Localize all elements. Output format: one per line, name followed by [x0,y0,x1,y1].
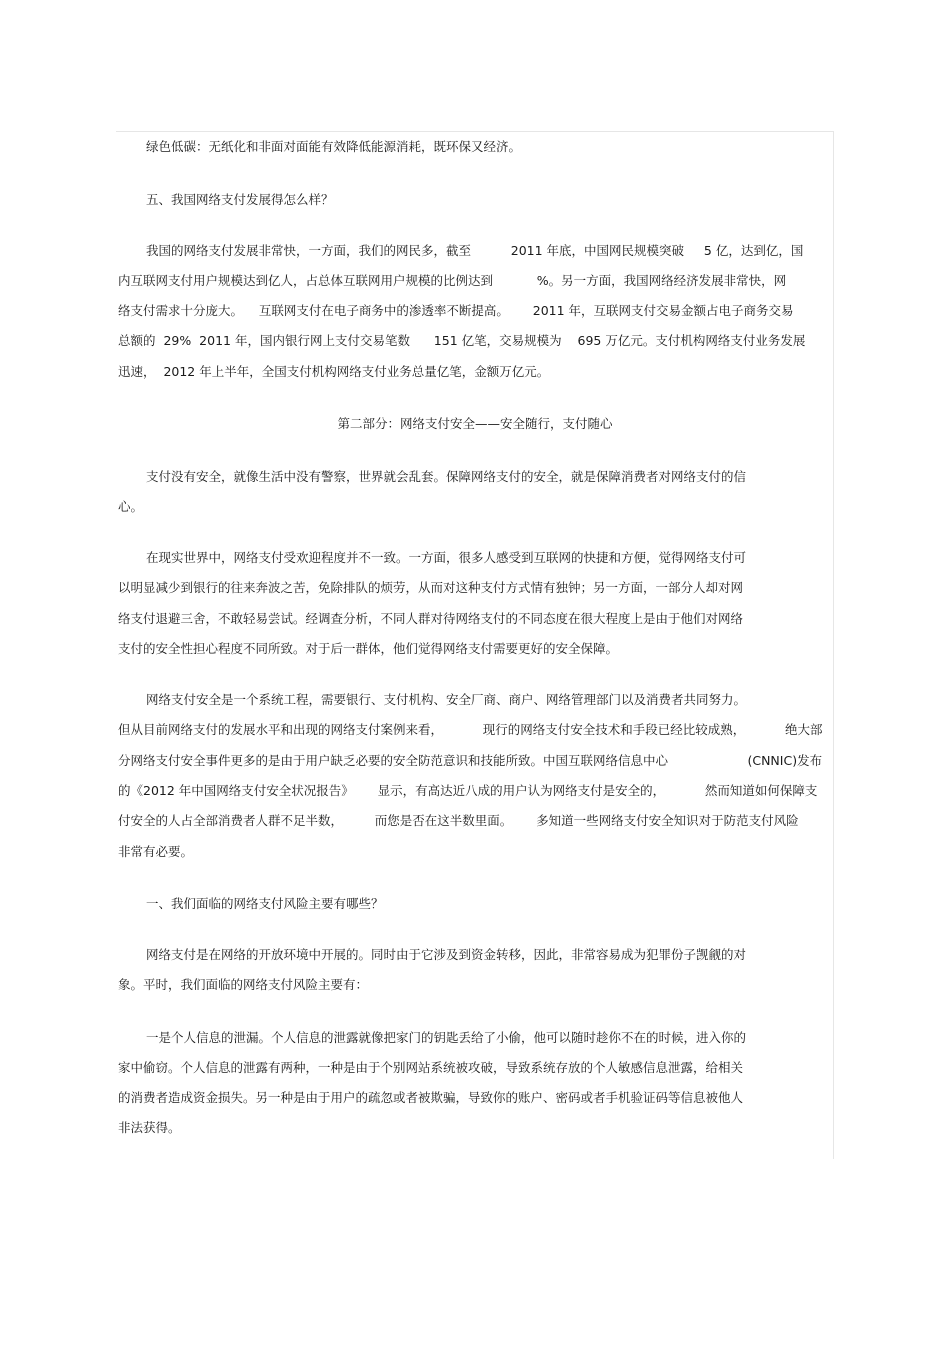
paragraph-development-line: 我国的网络支付发展非常快，一方面，我们的网民多，截至 2011 年底，中国网民规模突破 5 亿，达到亿，国 [146,243,804,258]
paragraph-real-world-line: 以明显减少到银行的往来奔波之苦，免除排队的烦劳，从而对这种支付方式情有独钟；另一方面，一部分人却对网 [118,580,744,595]
paragraph-security-intro-line: 心。 [118,499,144,514]
paragraph-info-leak-line: 一是个人信息的泄漏。个人信息的泄露就像把家门的钥匙丢给了小偷，他可以随时趁你不在的时候，进入你的 [146,1030,747,1045]
paragraph-security-intro-line: 支付没有安全，就像生活中没有警察，世界就会乱套。保障网络支付的安全，就是保障消费者对网络支付的信 [146,469,747,484]
paragraph-system-project-line: 付安全的人占全部消费者人群不足半数， 而您是否在这半数里面。 多知道一些网络支付安全知识对于防范支付风险 [118,813,799,828]
paragraph-development-line: 内互联网支付用户规模达到亿人，占总体互联网用户规模的比例达到 %。另一方面，我国网络经济发展非常快，网 [118,273,787,288]
paragraph-real-world-line: 络支付退避三舍，不敢轻易尝试。经调查分析，不同人群对待网络支付的不同态度在很大程度上是由于他们对网络 [118,611,744,626]
section-heading-risks: 一、我们面临的网络支付风险主要有哪些？ [146,896,384,911]
paragraph-open-environment-line: 网络支付是在网络的开放环境中开展的。同时由于它涉及到资金转移，因此，非常容易成为犯罪份子觊觎的对 [146,947,747,962]
paragraph-system-project-line: 但从目前网络支付的发展水平和出现的网络支付案例来看， 现行的网络支付安全技术和手段已经比较成熟， 绝大部 [118,722,823,737]
paragraph-open-environment-line: 象。平时，我们面临的网络支付风险主要有： [118,977,369,992]
paragraph-green-low-carbon: 绿色低碳：无纸化和非面对面能有效降低能源消耗，既环保又经济。 [146,139,522,154]
page-frame-right-border [833,131,834,1159]
paragraph-info-leak-line: 的消费者造成资金损失。另一种是由于用户的疏忽或者被欺骗，导致你的账户、密码或者手机验证码等信息被他人 [118,1090,744,1105]
paragraph-development-line: 迅速， 2012 年上半年，全国支付机构网络支付业务总量亿笔，金额万亿元。 [118,364,550,379]
paragraph-system-project-line: 的《2012 年中国网络支付安全状况报告》 显示，有高达近八成的用户认为网络支付是安全的， 然而知道如何保障支 [118,783,818,798]
paragraph-development-line: 络支付需求十分庞大。 互联网支付在电子商务中的渗透率不断提高。 2011 年，互联网支付交易金额占电子商务交易 [118,303,794,318]
paragraph-real-world-line: 在现实世界中，网络支付受欢迎程度并不一致。一方面，很多人感受到互联网的快捷和方便，觉得网络支付可 [146,550,747,565]
paragraph-info-leak-line: 非法获得。 [118,1120,181,1135]
paragraph-system-project-line: 网络支付安全是一个系统工程，需要银行、支付机构、安全厂商、商户、网络管理部门以及消费者共同努力。 [146,692,747,707]
part-two-heading: 第二部分：网络支付安全——安全随行，支付随心 [337,416,613,431]
paragraph-development-line: 总额的 29% 2011 年，国内银行网上支付交易笔数 151 亿笔，交易规模为 695 万亿元。支付机构网络支付业务发展 [118,333,806,348]
paragraph-system-project-line: 非常有必要。 [118,844,194,859]
page-frame-top-border [116,131,834,132]
paragraph-system-project-line: 分网络支付安全事件更多的是由于用户缺乏必要的安全防范意识和技能所致。中国互联网络信息中心 (CNNIC)发布 [118,753,823,768]
section-heading-development: 五、我国网络支付发展得怎么样？ [146,192,334,207]
paragraph-info-leak-line: 家中偷窃。个人信息的泄露有两种，一种是由于个别网站系统被攻破，导致系统存放的个人敏感信息泄露，给相关 [118,1060,744,1075]
paragraph-real-world-line: 支付的安全性担心程度不同所致。对于后一群体，他们觉得网络支付需要更好的安全保障。 [118,641,619,656]
